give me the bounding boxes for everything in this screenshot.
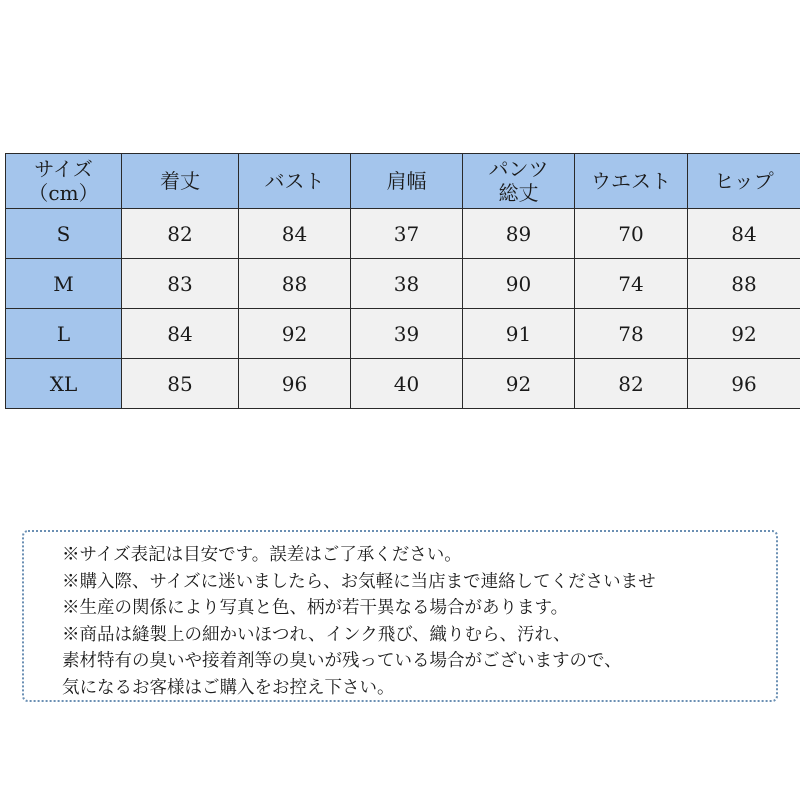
header-size-line2: （cm） — [28, 181, 99, 205]
size-cell: M — [6, 259, 122, 309]
value-cell: 84 — [688, 209, 800, 259]
value-cell: 84 — [122, 309, 239, 359]
value-cell: 40 — [351, 359, 463, 409]
note-line: ※商品は縫製上の細かいほつれ、インク飛び、織りむら、汚れ、 — [62, 624, 571, 645]
value-cell: 74 — [575, 259, 688, 309]
value-cell: 92 — [239, 309, 351, 359]
header-row — [6, 154, 800, 209]
size-cell: S — [6, 209, 122, 259]
table-row — [6, 259, 800, 309]
value-cell: 83 — [122, 259, 239, 309]
header-shoulder: 肩幅 — [351, 154, 463, 209]
value-cell: 84 — [239, 209, 351, 259]
note-line: 気になるお客様はご購入をお控え下さい。 — [62, 677, 395, 698]
note-line: ※購入際、サイズに迷いましたら、お気軽に当店まで連絡してくださいませ — [62, 571, 656, 592]
value-cell: 78 — [575, 309, 688, 359]
header-size-line1: サイズ — [34, 157, 93, 181]
header-pants-length — [463, 154, 575, 209]
header-length: 着丈 — [122, 154, 239, 209]
value-cell: 70 — [575, 209, 688, 259]
value-cell: 37 — [351, 209, 463, 259]
note-line: ※サイズ表記は目安です。誤差はご了承ください。 — [62, 545, 462, 565]
header-size — [6, 154, 122, 209]
table-row — [6, 359, 800, 409]
value-cell: 89 — [463, 209, 575, 259]
value-cell: 82 — [122, 209, 239, 259]
note-line: ※生産の関係により写真と色、柄が若干異なる場合があります。 — [62, 598, 569, 618]
value-cell: 92 — [688, 309, 800, 359]
header-hip: ヒップ — [688, 154, 800, 209]
table-row — [6, 209, 800, 259]
header-bust: バスト — [239, 154, 351, 209]
value-cell: 85 — [122, 359, 239, 409]
notes-box — [22, 530, 778, 702]
size-table — [5, 153, 800, 409]
header-pants-line1: パンツ — [488, 157, 549, 181]
value-cell: 88 — [688, 259, 800, 309]
table-row — [6, 309, 800, 359]
header-waist: ウエスト — [575, 154, 688, 209]
value-cell: 82 — [575, 359, 688, 409]
value-cell: 90 — [463, 259, 575, 309]
value-cell: 92 — [463, 359, 575, 409]
note-line: 素材特有の臭いや接着剤等の臭いが残っている場合がございますので、 — [62, 651, 622, 671]
value-cell: 91 — [463, 309, 575, 359]
size-cell: L — [6, 309, 122, 359]
value-cell: 96 — [239, 359, 351, 409]
value-cell: 38 — [351, 259, 463, 309]
value-cell: 96 — [688, 359, 800, 409]
value-cell: 88 — [239, 259, 351, 309]
size-cell: XL — [6, 359, 122, 409]
value-cell: 39 — [351, 309, 463, 359]
header-pants-line2: 総丈 — [498, 181, 539, 205]
